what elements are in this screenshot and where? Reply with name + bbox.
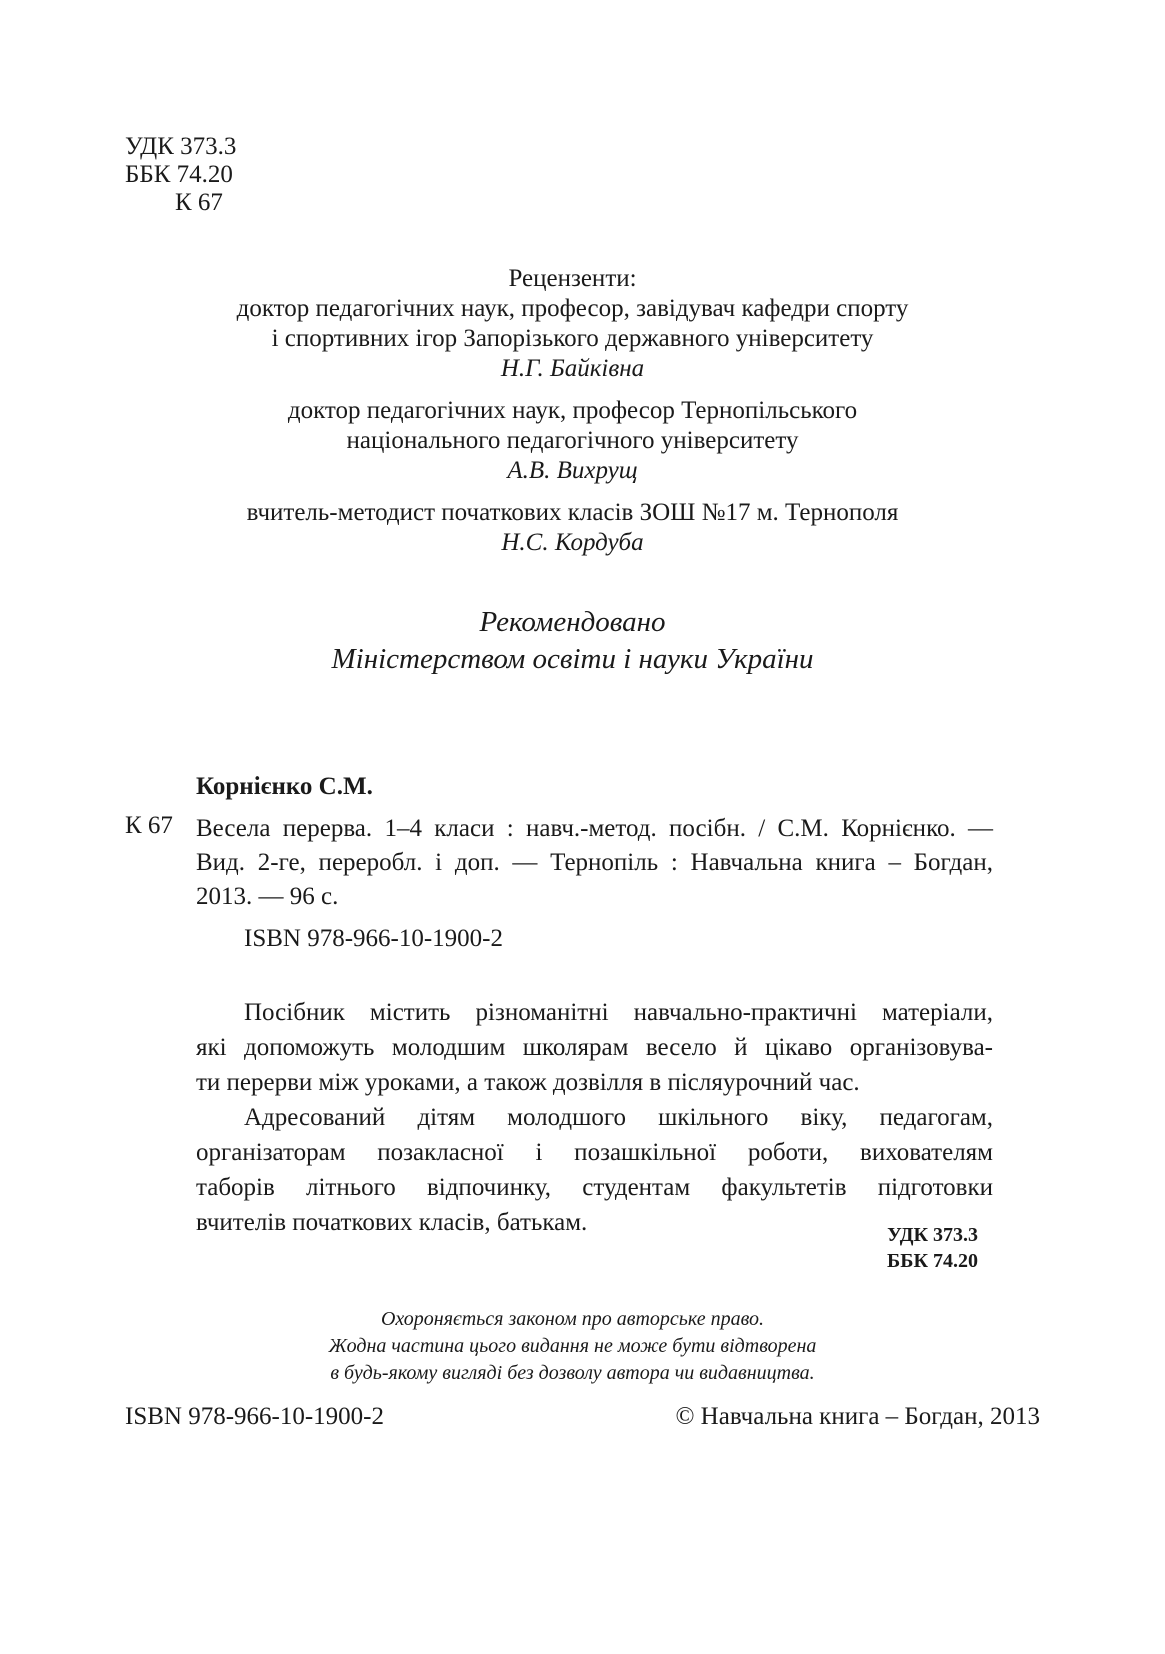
classification-codes-top xyxy=(125,133,236,217)
annotation-p1-line-3: ти перерви між уроками, а також дозвілля в післяурочний час. xyxy=(196,1069,860,1096)
recommendation xyxy=(165,604,980,678)
reviewer-2-line-2: національного педагогічного університету xyxy=(346,427,799,454)
annotation-p2-line-2: організаторам позакласної і позашкільної роботи, вихователям xyxy=(196,1139,993,1166)
reviewer-1-name: Н.Г. Байківна xyxy=(500,355,645,382)
classification-codes-bottom xyxy=(887,1222,978,1274)
copyright-notice xyxy=(165,1306,980,1387)
footer-isbn: ISBN 978-966-10-1900-2 xyxy=(125,1403,385,1430)
udk-code-bottom: УДК 373.3 xyxy=(887,1224,978,1246)
reviewers-heading: Рецензенти: xyxy=(508,265,637,292)
annotation xyxy=(196,995,993,1240)
annotation-p1-line-2: які допоможуть молодшим школярам весело й цікаво організовува- xyxy=(196,1034,993,1061)
author-name: Корнієнко С.М. xyxy=(196,773,373,800)
annotation-p2-line-3: таборів літнього відпочинку, студентам факультетів підготовки xyxy=(196,1174,993,1201)
bibliographic-line-3: 2013. — 96 с. xyxy=(196,883,339,910)
reviewer-3-line-1: вчитель-методист початкових класів ЗОШ №17 м. Тернополя xyxy=(246,499,899,526)
annotation-p2-line-4: вчителів початкових класів, батькам. xyxy=(196,1209,588,1236)
notice-line-2: Жодна частина цього видання не може бути відтворена xyxy=(328,1335,817,1357)
reviewer-3-name: Н.С. Кордуба xyxy=(501,529,644,556)
reviewer-2-line-1: доктор педагогічних наук, професор Тернопільського xyxy=(287,397,858,424)
bbk-code-bottom: ББК 74.20 xyxy=(887,1250,978,1272)
isbn-entry: ISBN 978-966-10-1900-2 xyxy=(244,925,504,952)
bibliographic-line-2: Вид. 2-ге, переробл. і доп. — Тернопіль : Навчальна книга – Богдан, xyxy=(196,849,993,876)
annotation-p1-line-1: Посібник містить різноманітні навчально-практичні матеріали, xyxy=(244,999,993,1026)
reviewers-section xyxy=(165,264,980,558)
recommended-line-1: Рекомендовано xyxy=(479,606,666,638)
annotation-p2-line-1: Адресований дітям молодшого шкільного віку, педагогам, xyxy=(244,1104,993,1131)
bibliographic-line-1: Весела перерва. 1–4 класи : навч.-метод. посібн. / С.М. Корнієнко. — xyxy=(196,815,993,842)
udk-code: УДК 373.3 xyxy=(125,133,237,160)
reviewer-2-name: А.В. Вихрущ xyxy=(507,457,638,484)
footer-copyright: © Навчальна книга – Богдан, 2013 xyxy=(675,1403,1040,1430)
notice-line-3: в будь-якому вигляді без дозволу автора чи видавництва. xyxy=(330,1362,815,1384)
bbk-code: ББК 74.20 xyxy=(125,161,233,188)
notice-line-1: Охороняється законом про авторське право. xyxy=(380,1308,765,1330)
bibliographic-description xyxy=(196,812,993,914)
recommended-line-2: Міністерством освіти і науки України xyxy=(331,643,814,675)
reviewer-1-line-2: і спортивних ігор Запорізького державного університету xyxy=(271,325,874,352)
author-mark: К 67 xyxy=(175,189,223,216)
reviewer-1-line-1: доктор педагогічних наук, професор, завідувач кафедри спорту xyxy=(236,295,909,322)
bibliographic-mark: К 67 xyxy=(125,812,173,839)
